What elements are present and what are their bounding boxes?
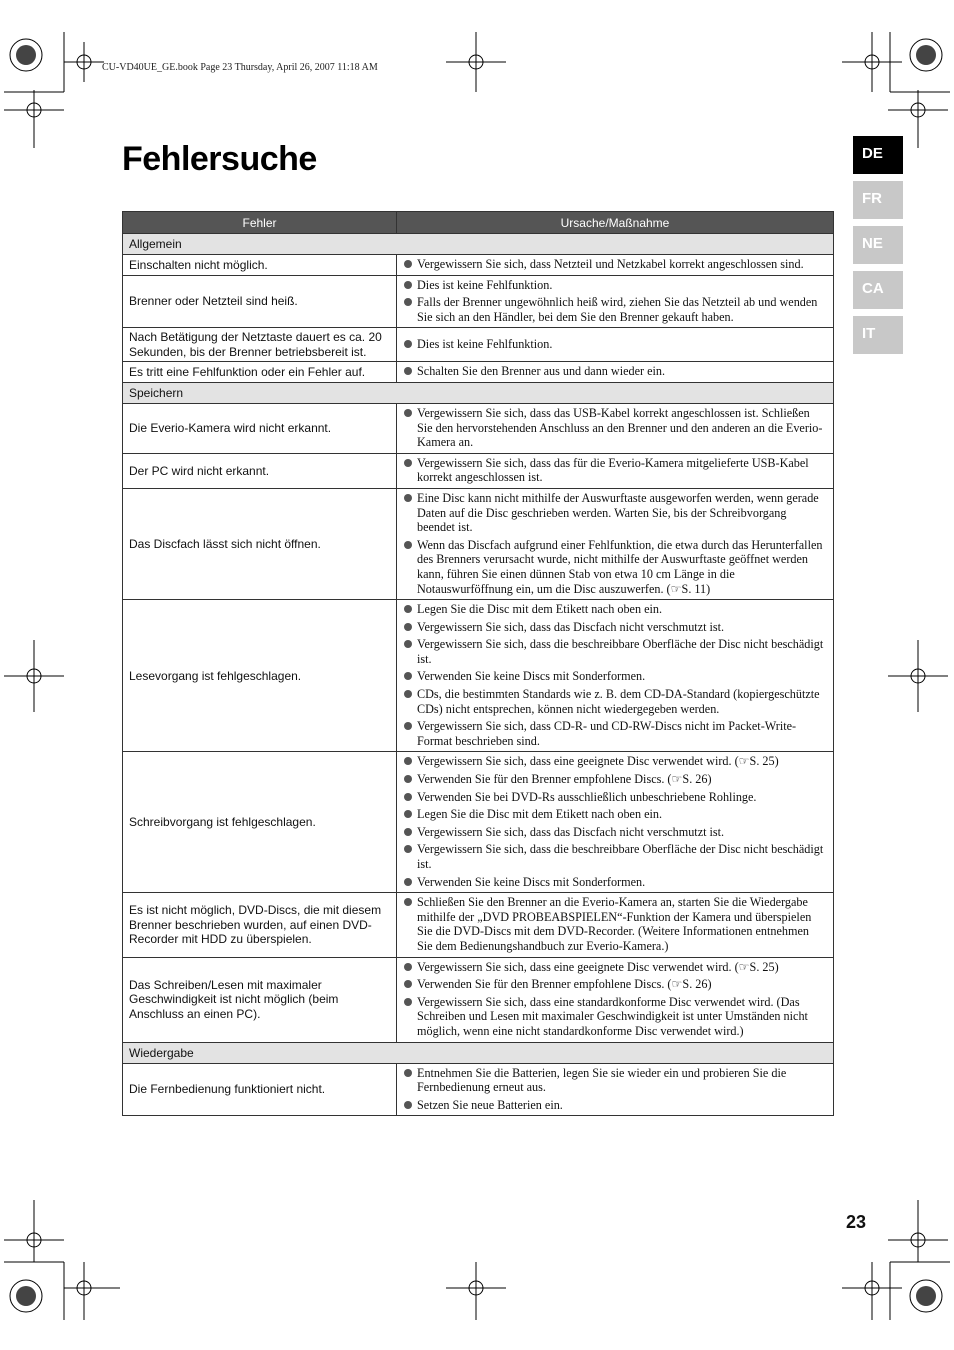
cause-list: [403, 491, 827, 596]
cause-item: Wenn das Discfach aufgrund einer Fehlfunktion, die etwa durch das Herunterfallen des Brenners verursacht wurde, nicht mithilfe der Auswurftaste geöffnet werden kann, führen Sie einen dünnen Stab von etwa 10 cm Länge in die Notauswurföffnung ein, um die Disc auszuwerfen. (☞S. 11): [403, 538, 827, 596]
cause-list: [403, 960, 827, 1039]
cause-item: Legen Sie die Disc mit dem Etikett nach oben ein.: [403, 807, 827, 822]
cause-item: Vergewissern Sie sich, dass CD-R- und CD-RW-Discs nicht im Packet-Write-Format beschrieben sind.: [403, 719, 827, 748]
cause-list: [403, 364, 827, 379]
cause-item: Verwenden Sie keine Discs mit Sonderformen.: [403, 875, 827, 890]
section-row: [123, 1042, 834, 1063]
cause-cell: [397, 362, 834, 383]
table-row: [123, 488, 834, 599]
table-row: [123, 453, 834, 488]
cause-list: [403, 754, 827, 889]
cause-item: Entnehmen Sie die Batterien, legen Sie sie wieder ein und probieren Sie die Fernbedienung erneut aus.: [403, 1066, 827, 1095]
problem-cell: Es ist nicht möglich, DVD-Discs, die mit diesem Brenner beschrieben wurden, auf einen DVD-Recorder mit HDD zu überspielen.: [123, 893, 397, 957]
cause-item: Dies ist keine Fehlfunktion.: [403, 278, 827, 293]
cause-list: [403, 337, 827, 352]
table-row: [123, 255, 834, 276]
cause-list: [403, 895, 827, 953]
cause-item: CDs, die bestimmten Standards wie z. B. dem CD-DA-Standard (kopiergeschützte CDs) nicht entsprechen, können nicht wiedergegeben werden.: [403, 687, 827, 716]
page-number: 23: [846, 1212, 867, 1232]
table-row: [123, 957, 834, 1042]
table-row: [123, 600, 834, 752]
language-tab-fr[interactable]: FR: [853, 181, 903, 219]
problem-cell: Der PC wird nicht erkannt.: [123, 453, 397, 488]
cause-list: [403, 406, 827, 450]
cause-list: [403, 278, 827, 325]
problem-cell: Die Fernbedienung funktioniert nicht.: [123, 1063, 397, 1116]
cause-item: Legen Sie die Disc mit dem Etikett nach oben ein.: [403, 602, 827, 617]
page-title: Fehlersuche: [122, 140, 317, 178]
cause-item: Vergewissern Sie sich, dass das für die Everio-Kamera mitgelieferte USB-Kabel korrekt angeschlossen ist.: [403, 456, 827, 485]
cause-item: Eine Disc kann nicht mithilfe der Auswurftaste ausgeworfen werden, wenn gerade Daten auf die Disc geschrieben werden. Warten Sie, bis der Schreibvorgang beendet ist.: [403, 491, 827, 535]
problem-cell: Es tritt eine Fehlfunktion oder ein Fehler auf.: [123, 362, 397, 383]
cause-cell: [397, 957, 834, 1042]
cause-list: [403, 1066, 827, 1113]
section-heading: Allgemein: [123, 234, 834, 255]
section-heading: Speichern: [123, 382, 834, 403]
problem-cell: Einschalten nicht möglich.: [123, 255, 397, 276]
table-row: [123, 893, 834, 957]
print-file-info: CU-VD40UE_GE.book Page 23 Thursday, April 26, 2007 11:18 AM: [102, 62, 378, 73]
cause-list: [403, 602, 827, 748]
problem-cell: Lesevorgang ist fehlgeschlagen.: [123, 600, 397, 752]
section-heading: Wiedergabe: [123, 1042, 834, 1063]
cause-item: Schalten Sie den Brenner aus und dann wieder ein.: [403, 364, 827, 379]
table-body: [123, 234, 834, 1116]
language-tab-it[interactable]: IT: [853, 316, 903, 354]
cause-cell: [397, 893, 834, 957]
problem-cell: Nach Betätigung der Netztaste dauert es ca. 20 Sekunden, bis der Brenner betriebsbereit ist.: [123, 328, 397, 362]
table-row: [123, 403, 834, 453]
cause-item: Vergewissern Sie sich, dass die beschreibbare Oberfläche der Disc nicht beschädigt ist.: [403, 637, 827, 666]
cause-cell: [397, 1063, 834, 1116]
troubleshooting-table: [122, 211, 834, 1116]
cause-item: Schließen Sie den Brenner an die Everio-Kamera an, starten Sie die Wiedergabe mithilfe der „DVD PROBEABSPIELEN“-Funktion der Kamera und überspielen Sie die DVD-Discs mit dem DVD-Recorder. (Weitere Informationen entnehmen Sie dem Bedienungshandbuch zur Everio-Kamera.): [403, 895, 827, 953]
language-tab-ca[interactable]: CA: [853, 271, 903, 309]
cause-item: Dies ist keine Fehlfunktion.: [403, 337, 827, 352]
cause-item: Verwenden Sie für den Brenner empfohlene Discs. (☞S. 26): [403, 977, 827, 992]
cause-cell: [397, 600, 834, 752]
cause-cell: [397, 403, 834, 453]
cause-cell: [397, 752, 834, 893]
column-header-problem: Fehler: [123, 212, 397, 234]
cause-item: Vergewissern Sie sich, dass das Discfach nicht verschmutzt ist.: [403, 825, 827, 840]
problem-cell: Das Schreiben/Lesen mit maximaler Geschwindigkeit ist nicht möglich (beim Anschluss an einen PC).: [123, 957, 397, 1042]
problem-cell: Brenner oder Netzteil sind heiß.: [123, 275, 397, 328]
problem-cell: Schreibvorgang ist fehlgeschlagen.: [123, 752, 397, 893]
cause-item: Vergewissern Sie sich, dass eine standardkonforme Disc verwendet wird. (Das Schreiben und Lesen mit maximaler Geschwindigkeit ist unter Umständen nicht möglich, wenn eine nicht standardkonforme Disc verwendet wird.): [403, 995, 827, 1039]
column-header-cause: Ursache/Maßnahme: [397, 212, 834, 234]
cause-item: Verwenden Sie bei DVD-Rs ausschließlich unbeschriebene Rohlinge.: [403, 790, 827, 805]
section-row: [123, 382, 834, 403]
section-row: [123, 234, 834, 255]
table-row: [123, 328, 834, 362]
language-tab-de[interactable]: DE: [853, 136, 903, 174]
cause-item: Vergewissern Sie sich, dass das USB-Kabel korrekt angeschlossen ist. Schließen Sie den hervorstehenden Anschluss an den Brenner und den anderen an die Everio-Kamera an.: [403, 406, 827, 450]
cause-item: Setzen Sie neue Batterien ein.: [403, 1098, 827, 1113]
cause-item: Verwenden Sie keine Discs mit Sonderformen.: [403, 669, 827, 684]
table-row: [123, 362, 834, 383]
cause-item: Vergewissern Sie sich, dass Netzteil und Netzkabel korrekt angeschlossen sind.: [403, 257, 827, 272]
problem-cell: Die Everio-Kamera wird nicht erkannt.: [123, 403, 397, 453]
table-row: [123, 275, 834, 328]
cause-cell: [397, 275, 834, 328]
table-header-row: [123, 212, 834, 234]
language-tab-ne[interactable]: NE: [853, 226, 903, 264]
cause-cell: [397, 453, 834, 488]
cause-item: Vergewissern Sie sich, dass die beschreibbare Oberfläche der Disc nicht beschädigt ist.: [403, 842, 827, 871]
cause-item: Vergewissern Sie sich, dass eine geeignete Disc verwendet wird. (☞S. 25): [403, 960, 827, 975]
cause-list: [403, 257, 827, 272]
cause-cell: [397, 328, 834, 362]
cause-item: Falls der Brenner ungewöhnlich heiß wird, ziehen Sie das Netzteil ab und wenden Sie sich an den Händler, bei dem Sie den Brenner gekauft haben.: [403, 295, 827, 324]
cause-cell: [397, 488, 834, 599]
problem-cell: Das Discfach lässt sich nicht öffnen.: [123, 488, 397, 599]
cause-list: [403, 456, 827, 485]
table-row: [123, 752, 834, 893]
cause-item: Vergewissern Sie sich, dass das Discfach nicht verschmutzt ist.: [403, 620, 827, 635]
table-row: [123, 1063, 834, 1116]
language-tabs: [853, 136, 903, 361]
cause-item: Verwenden Sie für den Brenner empfohlene Discs. (☞S. 26): [403, 772, 827, 787]
cause-cell: [397, 255, 834, 276]
cause-item: Vergewissern Sie sich, dass eine geeignete Disc verwendet wird. (☞S. 25): [403, 754, 827, 769]
